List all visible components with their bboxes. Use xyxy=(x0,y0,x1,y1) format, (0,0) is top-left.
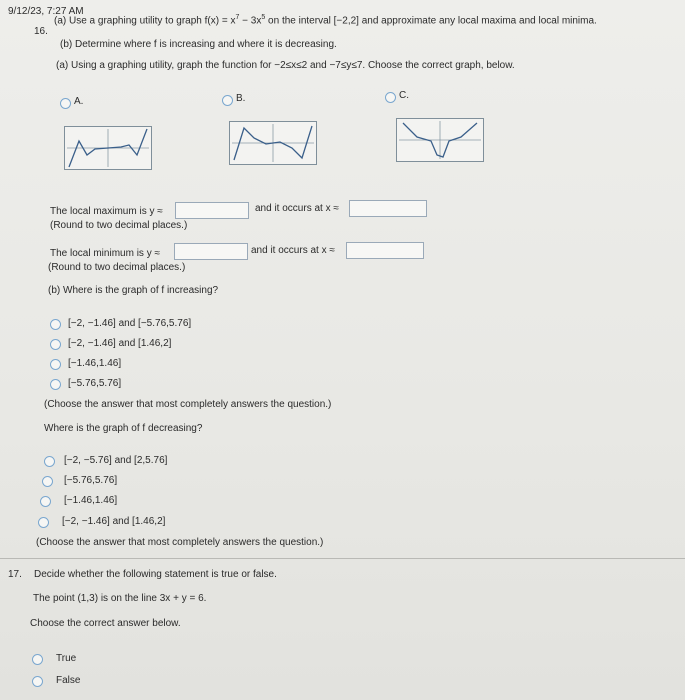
radio-icon[interactable] xyxy=(50,359,61,370)
radio-icon[interactable] xyxy=(38,517,49,528)
graph-a-thumbnail[interactable] xyxy=(64,126,152,170)
choose-note-increasing: (Choose the answer that most completely answers the question.) xyxy=(44,399,332,410)
radio-icon[interactable] xyxy=(42,476,53,487)
radio-icon[interactable] xyxy=(44,456,55,467)
decreasing-option-2-label: [−5.76,5.76] xyxy=(64,475,118,486)
timestamp: 9/12/23, 7:27 AM xyxy=(8,6,84,17)
q16-part-a-lead: (a) Use a graphing utility to graph f(x) = x xyxy=(54,15,236,27)
q16-part-b-text: (b) Determine where f is increasing and where it is decreasing. xyxy=(60,39,337,50)
q16-part-a-rest: on the interval [−2,2] and approximate any local maxima and local minima. xyxy=(265,15,597,27)
local-min-x-input[interactable] xyxy=(346,242,424,259)
radio-icon[interactable] xyxy=(50,319,61,330)
increasing-question: (b) Where is the graph of f increasing? xyxy=(48,285,219,296)
round-note-min: (Round to two decimal places.) xyxy=(48,262,186,273)
radio-icon[interactable] xyxy=(50,339,61,350)
increasing-option-4-label: [−5.76,5.76] xyxy=(68,378,122,389)
exponent-5: 5 xyxy=(261,14,266,21)
q17-instruction: Choose the correct answer below. xyxy=(30,618,181,629)
radio-icon[interactable] xyxy=(385,92,396,103)
question-number-17: 17. xyxy=(8,569,22,580)
radio-icon[interactable] xyxy=(32,676,43,687)
decreasing-option-4-label: [−2, −1.46] and [1.46,2] xyxy=(62,516,166,527)
q16-graph-instruction: (a) Using a graphing utility, graph the function for −2≤x≤2 and −7≤y≤7. Choose the correct graph, below. xyxy=(56,60,515,71)
q17-option-false-label: False xyxy=(56,675,81,686)
local-max-y-input[interactable] xyxy=(175,202,249,219)
q17-prompt: Decide whether the following statement is true or false. xyxy=(34,569,277,580)
local-max-label: The local maximum is y ≈ xyxy=(50,206,163,217)
choose-note-decreasing: (Choose the answer that most completely answers the question.) xyxy=(36,537,324,548)
radio-icon[interactable] xyxy=(50,379,61,390)
graph-option-a-label: A. xyxy=(74,96,84,107)
q17-option-true-label: True xyxy=(56,653,77,664)
decreasing-option-1-label: [−2, −5.76] and [2,5.76] xyxy=(64,455,168,466)
radio-icon[interactable] xyxy=(40,496,51,507)
radio-icon[interactable] xyxy=(222,95,233,106)
local-min-occurs-label: and it occurs at x ≈ xyxy=(251,245,335,256)
decreasing-option-3-label: [−1.46,1.46] xyxy=(64,495,118,506)
q16-part-a-text xyxy=(54,14,597,26)
local-min-y-input[interactable] xyxy=(174,243,248,260)
local-min-label: The local minimum is y ≈ xyxy=(50,248,160,259)
question-number-16: 16. xyxy=(34,26,48,37)
question-divider xyxy=(0,558,685,559)
radio-icon[interactable] xyxy=(32,654,43,665)
q17-statement: The point (1,3) is on the line 3x + y = 6. xyxy=(33,593,207,604)
increasing-option-3-label: [−1.46,1.46] xyxy=(68,358,122,369)
q16-term: − 3x xyxy=(239,15,262,27)
graph-c-thumbnail[interactable] xyxy=(396,118,484,162)
graph-option-c-label: C. xyxy=(399,90,409,101)
graph-b-thumbnail[interactable] xyxy=(229,121,317,165)
graph-option-b-label: B. xyxy=(236,93,246,104)
increasing-option-1-label: [−2, −1.46] and [−5.76,5.76] xyxy=(68,318,192,329)
exponent-7: 7 xyxy=(235,14,240,21)
radio-icon[interactable] xyxy=(60,98,71,109)
increasing-option-2-label: [−2, −1.46] and [1.46,2] xyxy=(68,338,172,349)
round-note-max: (Round to two decimal places.) xyxy=(50,220,188,231)
local-max-occurs-label: and it occurs at x ≈ xyxy=(255,203,339,214)
decreasing-question: Where is the graph of f decreasing? xyxy=(44,423,203,434)
local-max-x-input[interactable] xyxy=(349,200,427,217)
